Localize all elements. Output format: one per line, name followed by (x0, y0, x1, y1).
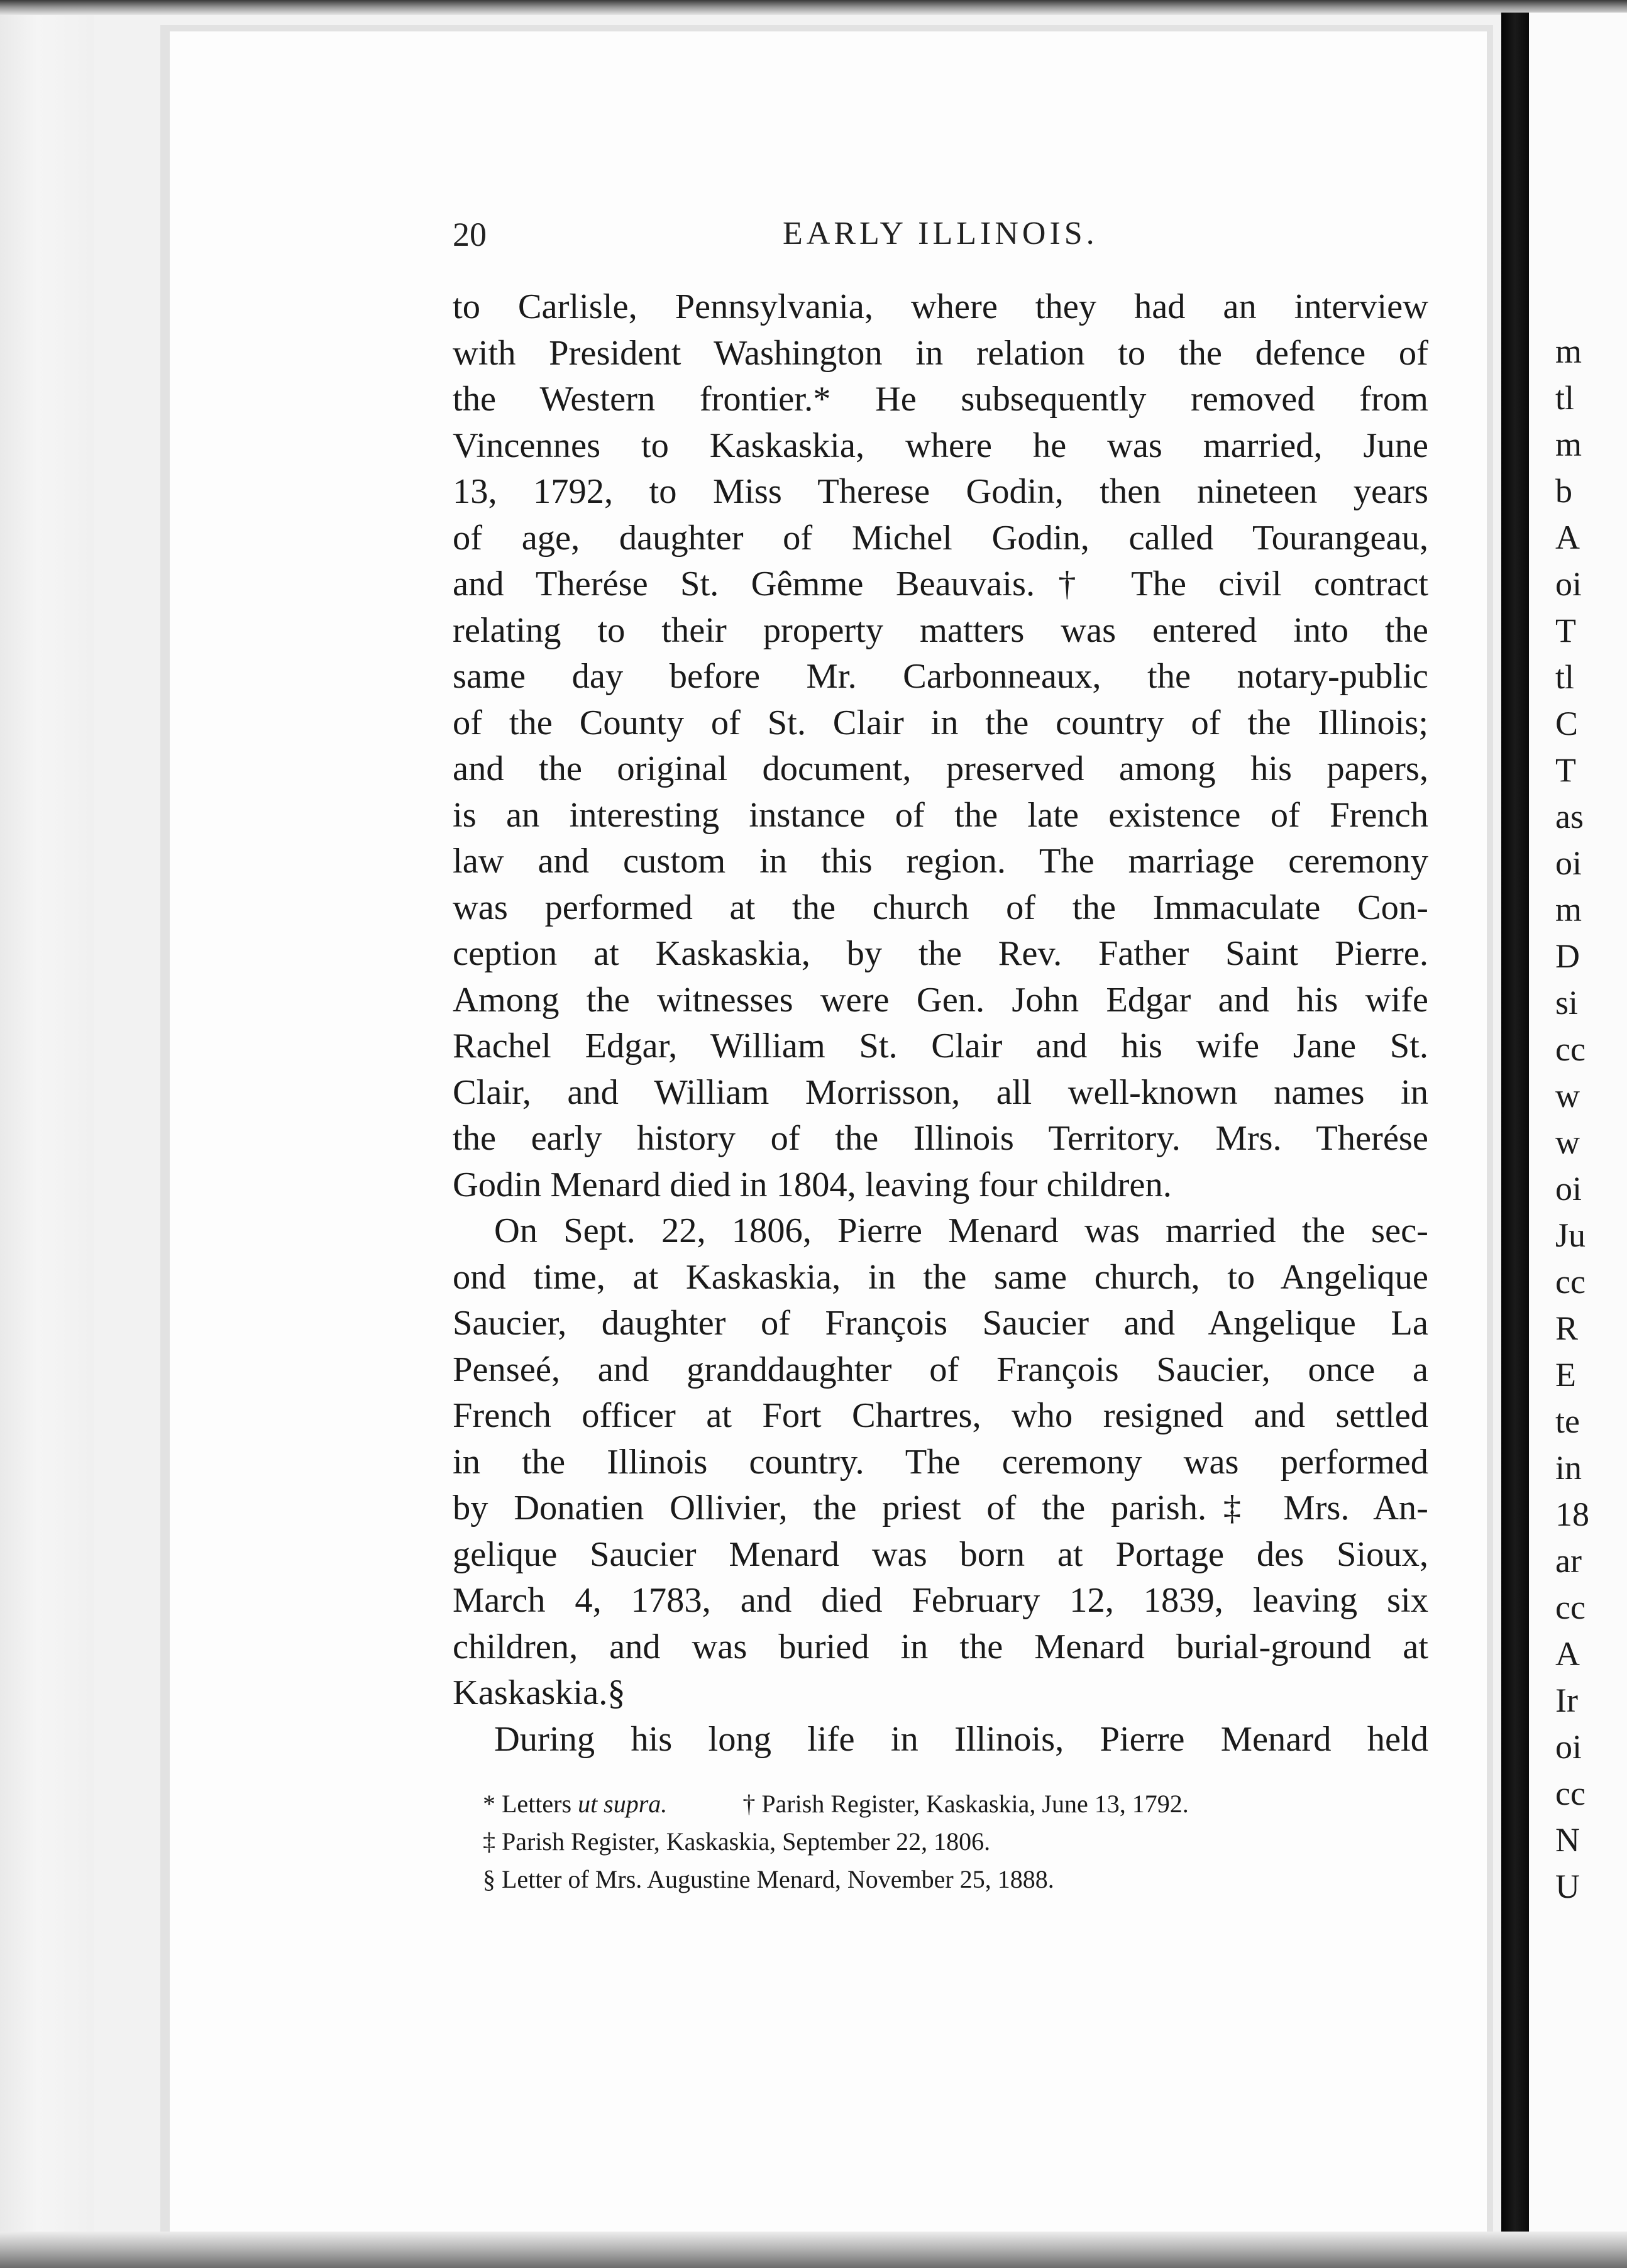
facing-line: si (1555, 984, 1579, 1021)
footnote-1-italic: ut supra. (578, 1790, 668, 1818)
facing-line: w (1555, 1077, 1580, 1115)
facing-line: U (1555, 1868, 1580, 1905)
text-line: gelique Saucier Menard was born at Portage des Sioux, (453, 1534, 1428, 1574)
facing-line: N (1555, 1821, 1580, 1859)
facing-line: R (1555, 1309, 1579, 1347)
footnote-2: † Parish Register, Kaskaskia, June 13, 1792. (742, 1790, 1189, 1818)
text-line: and the original document, preserved among his papers, (453, 749, 1428, 788)
facing-line: T (1555, 612, 1576, 649)
text-line: children, and was buried in the Menard burial-ground at (453, 1627, 1428, 1666)
text-line: ception at Kaskaskia, by the Rev. Father Saint Pierre. (453, 934, 1428, 973)
text-line: is an interesting instance of the late existence of French (453, 795, 1428, 835)
facing-line: m (1555, 426, 1582, 463)
text-line: Penseé, and granddaughter of François Saucier, once a (453, 1350, 1428, 1389)
facing-line: w (1555, 1123, 1580, 1161)
footnote-mark: * (483, 1790, 495, 1818)
text-line: same day before Mr. Carbonneaux, the notary-public (453, 657, 1428, 696)
facing-line: b (1555, 472, 1572, 510)
text-line: of age, daughter of Michel Godin, called Tourangeau, (453, 518, 1428, 558)
facing-line: m (1555, 333, 1582, 370)
text-line: the early history of the Illinois Territory. Mrs. Therése (453, 1119, 1428, 1158)
facing-line: cc (1555, 1775, 1586, 1812)
footnote-3: ‡ Parish Register, Kaskaskia, September 22, 1806. (483, 1827, 991, 1856)
running-title: EARLY ILLINOIS. (783, 216, 1098, 251)
footnote-row (453, 1785, 1428, 1823)
facing-line: m (1555, 891, 1582, 928)
text-line: of the County of St. Clair in the country of the Illinois; (453, 703, 1428, 742)
paragraph-start-line: On Sept. 22, 1806, Pierre Menard was married the sec- (494, 1211, 1428, 1250)
text-line: the Western frontier.* He subsequently removed from (453, 380, 1428, 419)
text-line: Rachel Edgar, William St. Clair and his wife Jane St. (453, 1027, 1428, 1065)
text-line: Clair, and William Morrisson, all well-known names in (453, 1072, 1428, 1112)
facing-line: T (1555, 751, 1576, 789)
footnote-1: Letters (502, 1790, 572, 1818)
page-number: 20 (453, 216, 487, 253)
text-line: 13, 1792, to Miss Therese Godin, then nineteen years (453, 472, 1428, 511)
text-line: Saucier, daughter of François Saucier and Angelique La (453, 1304, 1428, 1343)
facing-line: ar (1555, 1542, 1582, 1580)
text-line: to Carlisle, Pennsylvania, where they had an interview (453, 287, 1428, 326)
facing-line: E (1555, 1356, 1576, 1394)
facing-line: te (1555, 1402, 1580, 1440)
facing-line: oi (1555, 1728, 1582, 1766)
facing-line: Ju (1555, 1216, 1586, 1254)
facing-line: A (1555, 1635, 1580, 1673)
facing-line: tl (1555, 658, 1575, 696)
footnote-4: § Letter of Mrs. Augustine Menard, November 25, 1888. (483, 1865, 1054, 1893)
facing-line: cc (1555, 1030, 1586, 1068)
scan-margin (0, 0, 94, 2268)
text-line: Godin Menard died in 1804, leaving four children. (453, 1165, 1172, 1204)
facing-line: in (1555, 1449, 1582, 1487)
text-line: Kaskaskia.§ (453, 1673, 626, 1712)
text-line: in the Illinois country. The ceremony was performed (453, 1442, 1428, 1482)
facing-line: as (1555, 798, 1584, 835)
text-line: Among the witnesses were Gen. John Edgar and his wife (453, 980, 1428, 1020)
facing-line: oi (1555, 565, 1582, 603)
paragraph-start-line: During his long life in Illinois, Pierre Menard held (494, 1719, 1428, 1759)
text-line: and Therése St. Gêmme Beauvais.† The civil contract (453, 564, 1428, 603)
facing-line: A (1555, 519, 1580, 556)
facing-line: tl (1555, 379, 1575, 417)
scan-bottom-edge (0, 2232, 1627, 2268)
text-line: relating to their property matters was entered into the (453, 610, 1428, 650)
text-line: was performed at the church of the Immaculate Con- (453, 888, 1428, 927)
facing-line: D (1555, 937, 1580, 975)
text-line: with President Washington in relation to the defence of (453, 333, 1428, 373)
facing-line: 18 (1555, 1495, 1589, 1533)
facing-line: oi (1555, 844, 1582, 882)
body-text (453, 284, 1428, 1763)
text-line: by Donatien Ollivier, the priest of the parish.‡ Mrs. An- (453, 1489, 1428, 1528)
footnotes (453, 1785, 1428, 1898)
text-line: March 4, 1783, and died February 12, 1839, leaving six (453, 1581, 1428, 1620)
text-line: ond time, at Kaskaskia, in the same church, to Angelique (453, 1257, 1428, 1297)
text-line: Vincennes to Kaskaskia, where he was married, June (453, 426, 1428, 465)
facing-line: C (1555, 705, 1579, 742)
text-line: French officer at Fort Chartres, who resigned and settled (453, 1396, 1428, 1435)
facing-line: cc (1555, 1263, 1586, 1301)
facing-page-fragment (1529, 13, 1627, 2250)
facing-line: cc (1555, 1588, 1586, 1626)
book-spine (1501, 13, 1529, 2250)
scan-top-edge (0, 0, 1627, 15)
facing-line: oi (1555, 1170, 1582, 1208)
text-line: law and custom in this region. The marriage ceremony (453, 842, 1428, 881)
facing-line: Ir (1555, 1682, 1578, 1719)
